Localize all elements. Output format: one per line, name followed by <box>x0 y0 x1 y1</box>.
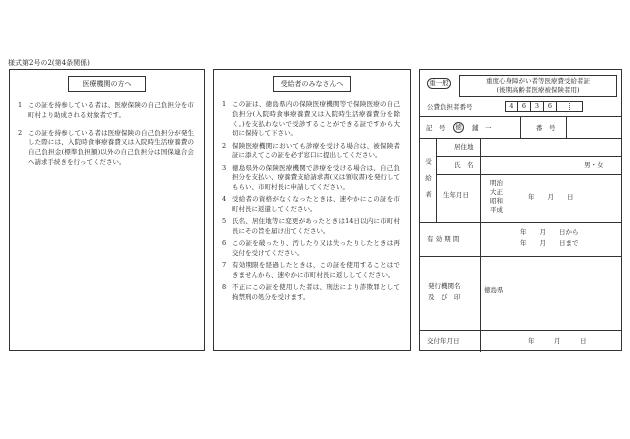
note-number: 6 <box>222 239 227 248</box>
payer-number-boxes <box>505 101 583 112</box>
certificate-fields <box>420 116 621 352</box>
name-label: 氏 名 <box>454 161 474 169</box>
recipient-note <box>222 142 400 162</box>
validity-to: 年 月 日まで <box>520 239 579 247</box>
recipient-label-divider <box>480 139 481 222</box>
payer-digit <box>570 101 583 112</box>
certificate-card <box>419 69 622 351</box>
symbol-label: 記 号 <box>426 124 446 132</box>
certificate-title-main: 重度心身障がい者等医療費受給者証 <box>486 77 590 85</box>
payer-digit: 3 <box>531 101 544 112</box>
payer-digit: 6 <box>544 101 557 112</box>
issue-date-divider <box>480 331 481 352</box>
era-meiji: 明治 <box>490 179 503 187</box>
note-number: 7 <box>222 261 227 270</box>
note-number: 8 <box>222 283 227 292</box>
certificate-title <box>459 75 617 97</box>
issuer-label: 発行機関名 <box>428 282 461 290</box>
issuer-divider <box>480 257 481 330</box>
recipient-notes-list <box>214 92 410 303</box>
medical-panel-heading: 医療機関の方へ <box>68 76 146 92</box>
note-text: 受給者の資格がなくなったときは、速やかにこの証を市町村長に返還してください。 <box>232 195 400 213</box>
recipient-note <box>222 164 400 193</box>
recipient-note <box>222 217 400 237</box>
note-text: 徳島県外の保険医療機関で診療を受ける場合は、自己負担分を支払い、療養費支給請求書(又は領収書)を発行してもらい、市町村長に申請してください。 <box>232 163 400 191</box>
issuer-seal-label: 及 び 印 <box>428 293 461 301</box>
note-text: 不正にこの証を使用した者は、刑法により詐欺罪として拘禁刑の処分を受けます。 <box>232 283 400 301</box>
certificate-title-sub: (後期高齢者医療被保険者用) <box>496 86 580 95</box>
validity-row <box>420 223 621 257</box>
issue-date-value: 年 月 日 <box>528 337 587 345</box>
note-text: 保険医療機関においても診療を受ける場合は、被保険者証に添えてこの証を必ず窓口に提出してください。 <box>232 141 400 160</box>
recipient-panel-heading: 受給者のみなさんへ <box>273 76 351 92</box>
sex-options: 男・女 <box>584 161 604 169</box>
note-text: この証を破ったり、汚したり又は失ったりしたときは再交付を受けてください。 <box>232 239 400 257</box>
recipient-note <box>222 195 400 215</box>
issue-date-row <box>420 331 621 352</box>
validity-from: 年 月 日から <box>520 228 579 236</box>
note-number: 3 <box>222 163 227 172</box>
category-stamp: 重一般 <box>427 78 451 89</box>
payer-digit <box>557 101 570 112</box>
recipient-side-label: 受給者 <box>420 139 437 222</box>
symbol-mark: 徳 <box>453 122 464 133</box>
payer-number-label: 公費負担者番号 <box>427 103 473 111</box>
certificate-header <box>420 70 621 116</box>
payer-digit: 6 <box>518 101 531 112</box>
issue-date-label: 交付年月日 <box>427 337 460 345</box>
era-heisei: 平成 <box>490 206 503 214</box>
validity-label: 有 効 期 間 <box>427 235 460 243</box>
note-text: この証を持参している者は、医療保険の自己負担分を市町村より助成される対象者です。 <box>28 101 194 119</box>
era-showa: 昭和 <box>490 197 503 205</box>
recipient-note <box>222 261 400 281</box>
recipient-note <box>222 239 400 259</box>
medical-institution-panel <box>9 69 205 351</box>
number-label: 番 号 <box>536 124 556 132</box>
issuer-row <box>420 257 621 331</box>
issuer-name: 徳島県 <box>484 286 504 294</box>
note-number: 1 <box>222 100 227 108</box>
symbol-number-divider <box>520 117 521 138</box>
note-number: 2 <box>222 141 227 150</box>
medical-notes-list <box>10 92 204 168</box>
payer-digit: 4 <box>505 101 518 112</box>
symbol-value: 鋪 一 <box>472 124 492 132</box>
recipient-note <box>222 100 400 139</box>
medical-note <box>18 101 194 121</box>
era-taisho: 大正 <box>490 188 503 196</box>
symbol-number-row <box>420 117 621 139</box>
recipient-block <box>420 139 621 223</box>
note-number: 4 <box>222 195 227 204</box>
residence-label: 居住地 <box>454 143 474 151</box>
note-text: 有効期限を経過したときは、この証を使用することはできませんから、速やかに市町村長に返ししてください。 <box>232 261 400 279</box>
birth-date-label: 生年月日 <box>443 191 469 199</box>
note-number: 2 <box>18 128 23 137</box>
recipient-note <box>222 283 400 303</box>
validity-divider <box>480 223 481 256</box>
note-text: この証は、徳島県内の保険医療機関等で保険医療の自己負担分(入院時食事療養費又は入院時生活療養費分を除く。)を支払わないで受診することができる証ですから大切に保持して下さい。 <box>232 100 400 138</box>
note-number: 1 <box>18 101 23 109</box>
form-number-label: 様式第2号の2(第4条関係) <box>8 59 90 67</box>
number-divider <box>566 117 567 138</box>
note-number: 5 <box>222 217 227 226</box>
medical-note <box>18 129 194 168</box>
birth-date-value: 年 月 日 <box>528 193 574 201</box>
note-text: 氏名、居住地等に変更があったときは14日以内に市町村長にその旨を届け出てください。 <box>232 217 400 235</box>
note-text: この証を持参している者は医療保険の自己負担分が発生した際には、入院時食事療養費又は入院時生活療養費の自己負担金(標準負担額)以外の自己負担分は国保連合会へ請求手続きを行ってください。 <box>28 128 194 166</box>
recipient-panel <box>213 69 411 351</box>
